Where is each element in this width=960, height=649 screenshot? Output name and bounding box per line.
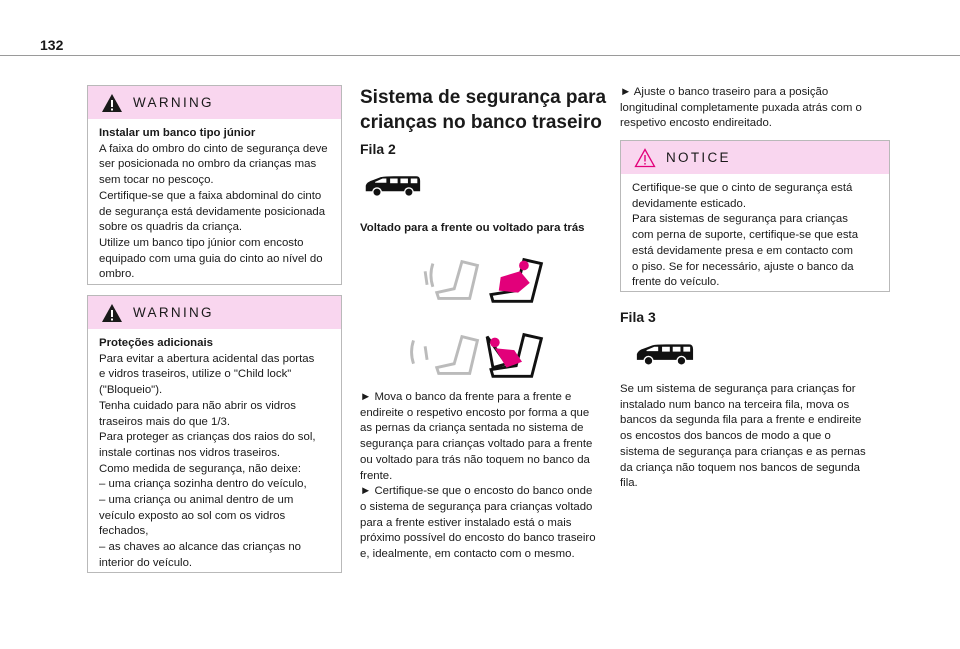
- text-line: de segurança está devidamente posicionada: [99, 205, 326, 218]
- text-line: próximo possível do encosto do banco traseiro: [360, 532, 596, 545]
- van-icon: [362, 174, 422, 199]
- text-line: e vidros traseiros, utilize o "Child lock": [99, 368, 292, 381]
- text-line: os encostos dos bancos de modo a que o: [620, 430, 831, 443]
- middle-column: [360, 85, 612, 135]
- warning-body: [88, 329, 341, 572]
- text-line: sobre os quadris da criança.: [99, 221, 243, 234]
- text-line: ► Certifique-se que o encosto do banco onde: [360, 485, 593, 498]
- text-line: instalado num banco na terceira fila, mova os: [620, 398, 850, 411]
- text-line: Certifique-se que a faixa abdominal do cinto: [99, 189, 322, 202]
- text-line: devidamente esticado.: [632, 197, 746, 210]
- text-line: da criança não toquem nos bancos de segunda: [620, 461, 861, 474]
- row3-heading: Fila 3: [620, 309, 656, 325]
- right-body: [620, 382, 905, 492]
- warning-label: WARNING: [133, 95, 214, 110]
- text-line: – uma criança ou animal dentro de um: [99, 494, 294, 507]
- warning-header: [88, 86, 341, 119]
- text-line: com perna de suporte, certifique-se que esta: [632, 229, 859, 242]
- notice-triangle-icon: [634, 148, 656, 168]
- warning-title: Proteções adicionais: [99, 337, 213, 349]
- orientation-label: Voltado para a frente ou voltado para trás: [360, 222, 585, 234]
- text-line: – uma criança sozinha dentro do veículo,: [99, 478, 307, 491]
- text-line: Se um sistema de segurança para crianças for: [620, 383, 856, 395]
- text-line: para a frente estiver instalado está o mais: [360, 516, 572, 529]
- section-title: crianças no banco traseiro: [360, 112, 602, 133]
- text-line: Para sistemas de segurança para crianças: [632, 213, 848, 226]
- row2-heading: Fila 2: [360, 141, 396, 157]
- text-line: segurança para crianças voltado para a frente: [360, 438, 593, 451]
- text-line: Para evitar a abertura acidental das portas: [99, 352, 315, 365]
- text-line: fechados,: [99, 525, 149, 538]
- text-line: Como medida de segurança, não deixe:: [99, 462, 301, 475]
- text-line: ("Bloqueio").: [99, 384, 163, 397]
- text-line: longitudinal completamente puxada atrás com o: [620, 101, 862, 114]
- notice-body: [621, 174, 889, 291]
- warning-triangle-icon: [101, 303, 123, 323]
- warning-title: Instalar um banco tipo júnior: [99, 127, 256, 139]
- text-line: sistema de segurança para crianças e as pernas: [620, 445, 866, 458]
- warning-box-additional-protection: [87, 295, 342, 573]
- text-line: Certifique-se que o cinto de segurança está: [632, 182, 853, 194]
- text-line: Utilize um banco tipo júnior com encosto: [99, 236, 304, 249]
- text-line: veículo exposto ao sol com os vidros: [99, 509, 286, 522]
- text-line: traseiros mais do que 1/3.: [99, 415, 231, 428]
- text-line: Tenha cuidado para não abrir os vidros: [99, 399, 296, 412]
- warning-triangle-icon: [101, 93, 123, 113]
- warning-body: [88, 119, 341, 283]
- text-line: bancos da segunda fila para a frente e endireite: [620, 414, 862, 427]
- notice-header: [621, 141, 889, 174]
- text-line: ► Mova o banco da frente para a frente e: [360, 391, 572, 403]
- text-line: o sistema de segurança para crianças voltado: [360, 500, 593, 513]
- text-line: ou voltado para trás não toquem no banco da: [360, 453, 590, 466]
- text-line: respetivo encosto endireitado.: [620, 117, 772, 130]
- middle-body: [360, 390, 620, 563]
- text-line: frente do veículo.: [632, 276, 720, 289]
- text-line: equipado com uma guia do cinto ao nível do: [99, 252, 323, 265]
- text-line: ► Ajuste o banco traseiro para a posição: [620, 86, 829, 98]
- text-line: o piso. Se for necessário, ajuste o banco da: [632, 260, 854, 273]
- page-number: 132: [40, 37, 64, 53]
- text-line: frente.: [360, 469, 393, 482]
- text-line: ombro.: [99, 268, 135, 281]
- text-line: está devidamente presa e em contacto com: [632, 244, 853, 257]
- seat-forward-icon: [398, 255, 553, 305]
- text-line: as pernas da criança sentada no sistema de: [360, 422, 584, 435]
- warning-header: [88, 296, 341, 329]
- text-line: sem tocar no pescoço.: [99, 174, 214, 187]
- text-line: Para proteger as crianças dos raios do sol,: [99, 431, 316, 444]
- right-intro: [620, 85, 900, 132]
- text-line: A faixa do ombro do cinto de segurança deve: [99, 142, 328, 155]
- section-title: Sistema de segurança para: [360, 87, 607, 108]
- seat-rearward-icon: [398, 330, 553, 380]
- warning-label: WARNING: [133, 305, 214, 320]
- notice-label: NOTICE: [666, 150, 731, 165]
- text-line: fila.: [620, 477, 638, 490]
- text-line: – as chaves ao alcance das crianças no: [99, 541, 301, 554]
- text-line: ser posicionada no ombro da crianças mas: [99, 158, 317, 171]
- text-line: instale cortinas nos vidros traseiros.: [99, 446, 281, 459]
- text-line: interior do veículo.: [99, 556, 193, 569]
- warning-box-junior-seat: [87, 85, 342, 285]
- text-line: e, idealmente, em contacto com o mesmo.: [360, 548, 575, 561]
- header-rule: [0, 55, 960, 56]
- notice-box: [620, 140, 890, 292]
- van-icon: [633, 342, 695, 368]
- text-line: endireite o respetivo encosto por forma a que: [360, 406, 590, 419]
